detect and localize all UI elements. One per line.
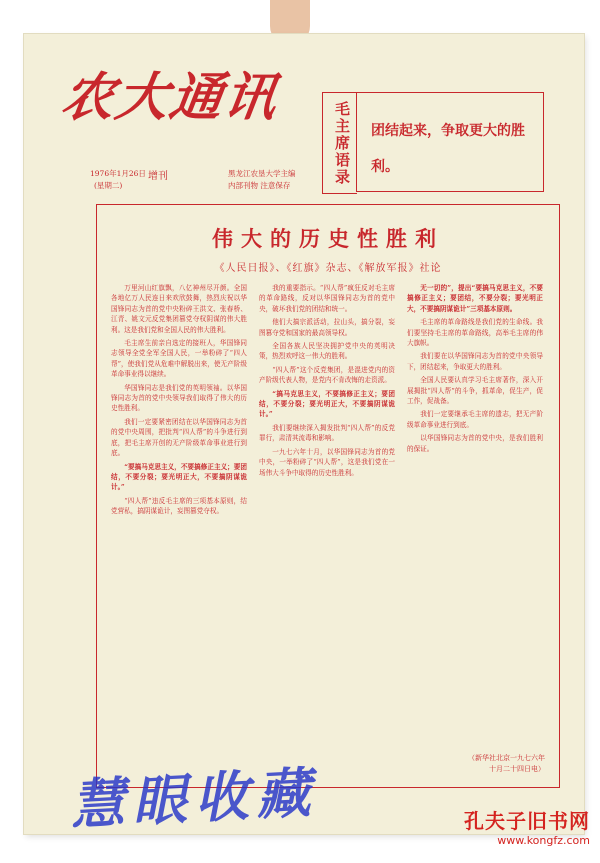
paragraph: 一九七六年十月，以华国锋同志为首的党中央，一举粉碎了“四人帮”，这是我们党在一场伟大斗争中取得的历史性胜利。 <box>259 447 395 477</box>
paragraph: 我们一定要继承毛主席的遗志，把无产阶级革命事业进行到底。 <box>407 410 543 429</box>
site-url: www.kongfz.com <box>497 834 590 847</box>
article-byline: 《人民日报》、《红旗》杂志、《解放军报》社论 <box>214 263 442 274</box>
site-watermark <box>464 805 590 847</box>
circulation-note: 内部刊物 注意保存 <box>228 181 291 190</box>
paragraph-emphasis: 无一切的”，提出“要搞马克思主义，不要搞修正主义；要团结，不要分裂；要光明正大，不要搞阴谋诡计”三项基本原则。 <box>407 284 543 313</box>
quote-box: 团结起来，争取更大的胜利。 <box>356 92 544 192</box>
site-title: 孔夫子旧书网 <box>464 809 590 833</box>
paragraph: 我们一定要紧密团结在以华国锋同志为首的党中央周围，把批判“四人帮”的斗争进行到底，把毛主席开创的无产阶级革命事业进行到底。 <box>111 417 247 458</box>
paragraph: 万里河山红旗飘，八亿神州尽开颜。全国各地亿万人民连日来欢欣鼓舞，热烈庆祝以华国锋同志为首的党中央粉碎王洪文、张春桥、江青、姚文元反党集团篡党夺权阴谋的伟大胜利。这是我们党和全国人民的伟大胜利。 <box>111 284 247 334</box>
paragraph: “四人帮”这个反党集团，是混进党内的资产阶级代表人物，是党内不肯改悔的走资派。 <box>259 365 395 385</box>
dateline-line-2: 十月二十四日电） <box>489 765 545 773</box>
paragraph: 我们要在以华国锋同志为首的党中央领导下，团结起来，争取更大的胜利。 <box>407 352 543 371</box>
article-column-1 <box>111 283 247 755</box>
article-frame <box>96 204 560 788</box>
paragraph: 全国各族人民坚决拥护党中央的英明决策，热烈欢呼这一伟大的胜利。 <box>259 342 395 361</box>
article-column-3 <box>407 283 543 755</box>
article-dateline <box>468 753 545 775</box>
quote-tag: 毛主席语录 <box>322 92 357 194</box>
paragraph: 我们要继续深入揭发批判“四人帮”的反党罪行，肃清其流毒和影响。 <box>259 423 395 443</box>
paragraph: 他们大搞宗派活动，拉山头，搞分裂，妄图篡夺党和国家的最高领导权。 <box>259 318 395 337</box>
masthead-title: 农大通讯 <box>57 67 283 128</box>
issue-weekday: (星期二) <box>94 181 123 190</box>
paragraph: “四人帮”违反毛主席的三项基本原则，结党营私，搞阴谋诡计，妄图篡党夺权。 <box>111 496 247 516</box>
paragraph: 华国锋同志是我们党的英明领袖。以华国锋同志为首的党中央领导我们取得了伟大的历史性胜利。 <box>111 383 247 413</box>
paragraph: 毛主席生前亲自选定的接班人，华国锋同志领导全党全军全国人民，一举粉碎了“四人帮”，使我们党从危难中解脱出来，使无产阶级革命事业得以继续。 <box>111 339 247 379</box>
publisher: 黑龙江农垦大学主编 <box>228 169 296 178</box>
issue-date: 1976年1月26日 <box>90 169 146 178</box>
article-headline: 伟大的历史性胜利 <box>212 226 444 251</box>
dateline-line-1: （新华社北京一九七六年 <box>468 754 545 762</box>
paragraph: 毛主席的革命路线是我们党的生命线。我们要坚持毛主席的革命路线，高举毛主席的伟大旗帜。 <box>407 318 543 348</box>
paragraph-emphasis: “搞马克思主义，不要搞修正主义；要团结，不要分裂；要光明正大，不要搞阴谋诡计。” <box>259 389 395 419</box>
paragraph: 我的重要指示。“四人帮”疯狂反对毛主席的革命路线，反对以华国锋同志为首的党中央，破坏我们党的团结和统一。 <box>259 284 395 313</box>
issue-type: 增刊 <box>148 171 168 182</box>
issue-info-bar <box>90 168 314 198</box>
paragraph-emphasis: “要搞马克思主义，不要搞修正主义；要团结，不要分裂；要光明正大，不要搞阴谋诡计。” <box>111 462 247 492</box>
paragraph: 以华国锋同志为首的党中央，是我们胜利的保证。 <box>407 434 543 453</box>
article-column-2 <box>259 283 395 719</box>
collector-watermark: 慧眼收藏 <box>68 759 320 837</box>
paragraph: 全国人民要认真学习毛主席著作，深入开展揭批“四人帮”的斗争，抓革命，促生产，促工作，促战备。 <box>407 376 543 406</box>
